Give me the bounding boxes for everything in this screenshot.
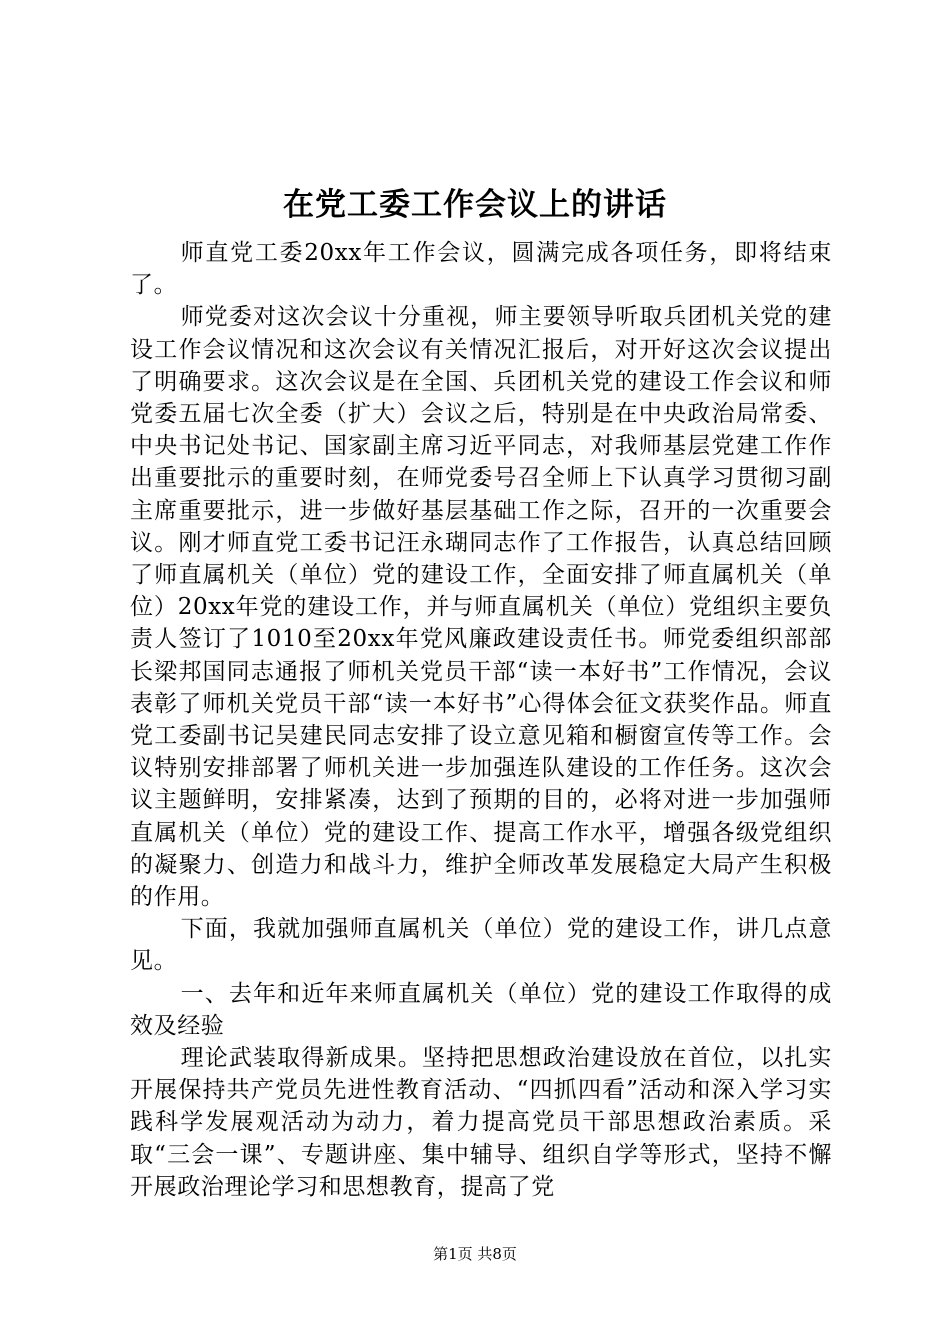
section-heading-achievements: 一、去年和近年来师直属机关（单位）党的建设工作取得的成效及经验 xyxy=(130,980,832,1039)
paragraph-meeting-summary: 师党委对这次会议十分重视，师主要领导听取兵团机关党的建设工作会议情况和这次会议有关情况汇报后，对开好这次会议提出了明确要求。这次会议是在全国、兵团机关党的建设工作会议和师党委五届七次全委（扩大）会议之后，特别是在中央政治局常委、中央书记处书记、国家副主席习近平同志，对我师基层党建工作作出重要批示的重要时刻，在师党委号召全师上下认真学习贯彻习副主席重要批示，进一步做好基层基础工作之际，召开的一次重要会议。刚才师直党工委书记汪永瑚同志作了工作报告，认真总结回顾了师直属机关（单位）党的建设工作，全面安排了师直属机关（单位）20xx年党的建设工作，并与师直属机关（单位）党组织主要负责人签订了1010至20xx年党风廉政建设责任书。师党委组织部部长梁邦国同志通报了师机关党员干部“读一本好书”工作情况，会议表彰了师机关党员干部“读一本好书”心得体会征文获奖作品。师直党工委副书记吴建民同志安排了设立意见箱和橱窗宣传等工作。会议特别安排部署了师机关进一步加强连队建设的工作任务。这次会议主题鲜明，安排紧凑，达到了预期的目的，必将对进一步加强师直属机关（单位）党的建设工作、提高工作水平，增强各级党组织的凝聚力、创造力和战斗力，维护全师改革发展稳定大局产生积极的作用。 xyxy=(130,304,832,911)
document-title: 在党工委工作会议上的讲话 xyxy=(283,187,667,223)
paragraph-closing-intro: 师直党工委20xx年工作会议，圆满完成各项任务，即将结束了。 xyxy=(130,240,832,299)
page-footer: 第1页 共8页 xyxy=(433,1245,517,1263)
document-body xyxy=(130,237,832,1203)
paragraph-opinions-intro: 下面，我就加强师直属机关（单位）党的建设工作，讲几点意见。 xyxy=(130,916,832,975)
paragraph-theory-study: 理论武装取得新成果。坚持把思想政治建设放在首位，以扎实开展保持共产党员先进性教育活动、“四抓四看”活动和深入学习实践科学发展观活动为动力，着力提高党员干部思想政治素质。采取“三会一课”、专题讲座、集中辅导、组织自学等形式，坚持不懈开展政治理论学习和思想教育，提高了党 xyxy=(130,1045,832,1200)
